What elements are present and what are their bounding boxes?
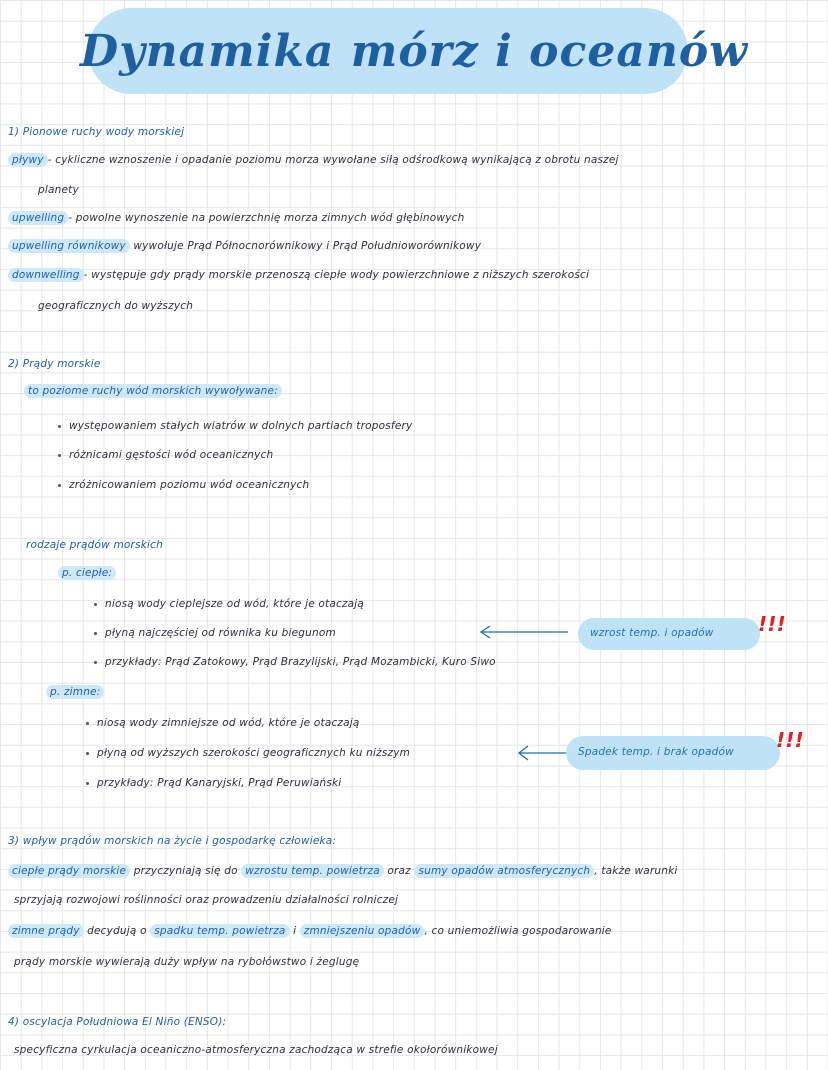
cold-currents-label: p. zimne: [46, 686, 104, 698]
s2-bullet-3: zróżnicowaniem poziomu wód oceanicznych [58, 479, 309, 491]
cold-exclamation: !!! [776, 728, 804, 752]
s2-bullet-2: różnicami gęstości wód oceanicznych [58, 449, 273, 461]
s3-line-3: prądy morskie wywierają duży wpływ na rybołówstwo i żeglugę [14, 956, 360, 968]
warm-bullet-2: płyną najczęściej od równika ku biegunom [94, 627, 336, 639]
s1-line-4-cont: geograficznych do wyższych [38, 300, 194, 312]
page-title: Dynamika mórz i oceanów [79, 26, 749, 77]
section-2-heading: 2) Prądy morskie [8, 358, 101, 370]
warm-arrow-icon [478, 624, 570, 640]
term-tides: pływy [8, 153, 48, 167]
s3-line-1: ciepłe prądy morskie przyczyniają się do wzrostu temp. powietrza oraz sumy opadów atmosferycznych , także warunki [8, 865, 678, 877]
s1-line-2: upwelling - powolne wynoszenie na powierzchnię morza zimnych wód głębinowych [8, 212, 464, 224]
warm-note: wzrost temp. i opadów [590, 627, 714, 639]
term-downwelling: downwelling [8, 268, 84, 282]
s1-line-1: pływy - cykliczne wznoszenie i opadanie poziomu morza wywołane siłą odśrodkową wynikającą z obrotu naszej [8, 154, 619, 166]
term-upwelling-equatorial: upwelling równikowy [8, 239, 130, 253]
cold-note: Spadek temp. i brak opadów [578, 746, 734, 758]
s3-line-1-cont: sprzyjają rozwojowi roślinności oraz prowadzeniu działalności rolniczej [14, 894, 399, 906]
s1-line-4: downwelling - występuje gdy prądy morskie przenoszą ciepłe wody powierzchniowe z niższych szerokości [8, 269, 589, 281]
s2-definition: to poziome ruchy wód morskich wywoływane: [24, 385, 282, 397]
cold-arrow-icon [516, 744, 570, 762]
section-1-heading: 1) Pionowe ruchy wody morskiej [8, 126, 185, 138]
warm-bullet-1: niosą wody cieplejsze od wód, które je otaczają [94, 598, 364, 610]
warm-bullet-3: przykłady: Prąd Zatokowy, Prąd Brazylijski, Prąd Mozambicki, Kuro Siwo [94, 656, 496, 668]
section-4-heading: 4) oscylacja Południowa El Niño (ENSO): [8, 1016, 227, 1028]
s1-line-3: upwelling równikowy wywołuje Prąd Północnorównikowy i Prąd Południoworównikowy [8, 240, 481, 252]
cold-bullet-2: płyną od wyższych szerokości geograficznych ku niższym [86, 747, 410, 759]
cold-bullet-1: niosą wody zimniejsze od wód, które je otaczają [86, 717, 360, 729]
term-upwelling: upwelling [8, 211, 68, 225]
current-types-heading: rodzaje prądów morskich [26, 539, 163, 551]
s1-line-1-cont: planety [38, 184, 79, 196]
section-3-heading: 3) wpływ prądów morskich na życie i gospodarkę człowieka: [8, 835, 337, 847]
s4-line-1: specyficzna cyrkulacja oceaniczno-atmosferyczna zachodząca w strefie okołorównikowej [14, 1044, 498, 1056]
s2-bullet-1: występowaniem stałych wiatrów w dolnych partiach troposfery [58, 420, 412, 432]
warm-exclamation: !!! [758, 612, 786, 636]
s3-line-2: zimne prądy decydują o spadku temp. powietrza i zmniejszeniu opadów , co uniemożliwia gospodarowanie [8, 925, 612, 937]
cold-bullet-3: przykłady: Prąd Kanaryjski, Prąd Peruwiański [86, 777, 341, 789]
warm-currents-label: p. ciepłe: [58, 567, 116, 579]
